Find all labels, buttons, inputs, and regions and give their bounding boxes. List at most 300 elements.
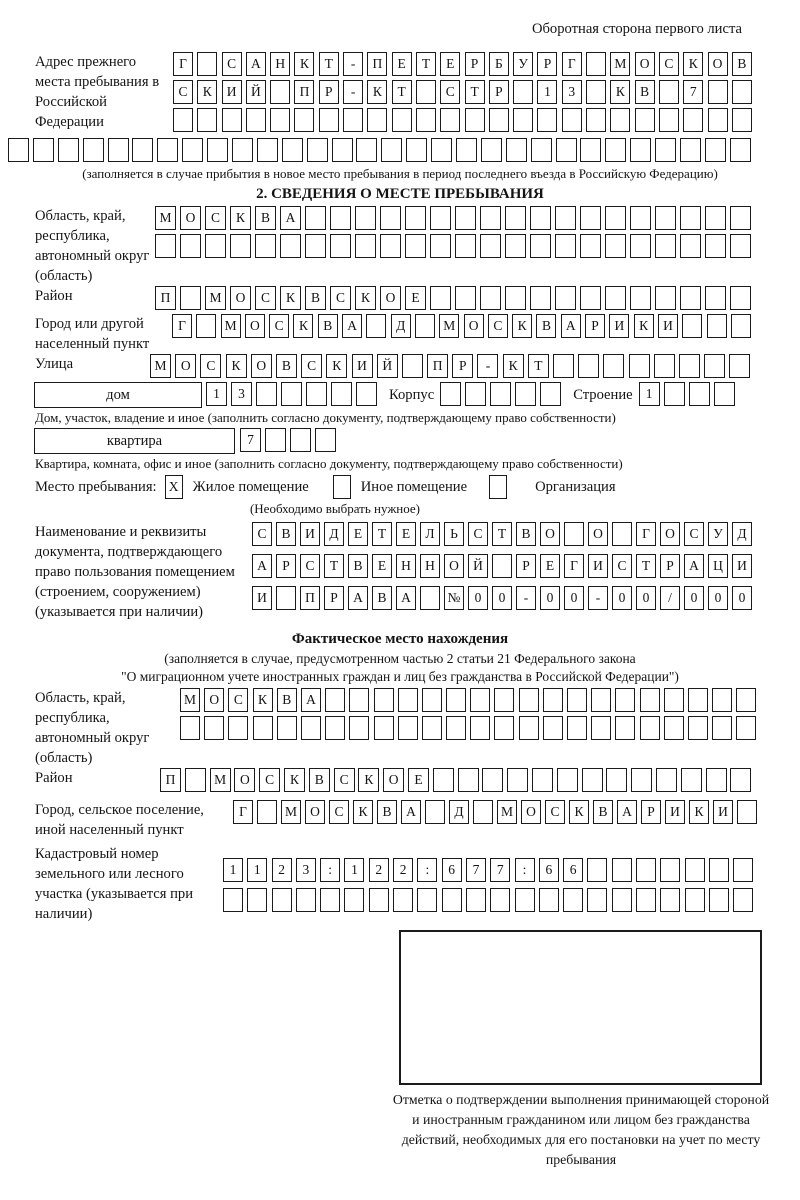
form-cell[interactable]: [605, 206, 626, 230]
form-cell[interactable]: [709, 888, 729, 912]
form-cell[interactable]: [465, 382, 486, 406]
form-cell[interactable]: К: [293, 314, 313, 338]
form-cell[interactable]: [207, 138, 228, 162]
form-cell[interactable]: С: [205, 206, 226, 230]
form-cell[interactable]: Р: [660, 554, 680, 578]
form-cell[interactable]: [272, 888, 292, 912]
form-cell[interactable]: [730, 138, 751, 162]
form-cell[interactable]: С: [252, 522, 272, 546]
form-cell[interactable]: [555, 286, 576, 310]
form-cell[interactable]: [380, 206, 401, 230]
form-cell[interactable]: [455, 286, 476, 310]
form-cell[interactable]: [482, 768, 503, 792]
form-cell[interactable]: Г: [172, 314, 192, 338]
form-cell[interactable]: Т: [528, 354, 549, 378]
form-cell[interactable]: [8, 138, 29, 162]
form-cell[interactable]: [182, 138, 203, 162]
form-cell[interactable]: П: [155, 286, 176, 310]
form-cell[interactable]: Т: [416, 52, 436, 76]
form-cell[interactable]: [732, 80, 752, 104]
form-cell[interactable]: В: [377, 800, 397, 824]
form-cell[interactable]: 0: [612, 586, 632, 610]
form-cell[interactable]: О: [230, 286, 251, 310]
form-cell[interactable]: [490, 382, 511, 406]
form-cell[interactable]: Р: [489, 80, 509, 104]
form-cell[interactable]: О: [444, 554, 464, 578]
form-cell[interactable]: [393, 888, 413, 912]
form-cell[interactable]: [636, 858, 656, 882]
form-cell[interactable]: Г: [233, 800, 253, 824]
form-cell[interactable]: А: [617, 800, 637, 824]
form-cell[interactable]: О: [540, 522, 560, 546]
form-cell[interactable]: С: [269, 314, 289, 338]
form-cell[interactable]: [655, 206, 676, 230]
form-cell[interactable]: О: [708, 52, 728, 76]
form-cell[interactable]: С: [488, 314, 508, 338]
form-cell[interactable]: [705, 234, 726, 258]
form-cell[interactable]: [256, 382, 277, 406]
form-cell[interactable]: [680, 206, 701, 230]
form-cell[interactable]: [132, 138, 153, 162]
form-cell[interactable]: [455, 234, 476, 258]
form-cell[interactable]: [222, 108, 242, 132]
form-cell[interactable]: [682, 314, 702, 338]
form-cell[interactable]: [180, 716, 200, 740]
form-cell[interactable]: В: [593, 800, 613, 824]
form-cell[interactable]: О: [175, 354, 196, 378]
form-cell[interactable]: 1: [223, 858, 243, 882]
form-cell[interactable]: [402, 354, 423, 378]
form-cell[interactable]: Р: [516, 554, 536, 578]
form-cell[interactable]: С: [259, 768, 280, 792]
form-cell[interactable]: [470, 716, 490, 740]
form-cell[interactable]: [612, 858, 632, 882]
form-cell[interactable]: Й: [468, 554, 488, 578]
form-cell[interactable]: [530, 286, 551, 310]
form-cell[interactable]: К: [353, 800, 373, 824]
form-cell[interactable]: С: [300, 554, 320, 578]
form-cell[interactable]: С: [612, 554, 632, 578]
form-cell[interactable]: 7: [466, 858, 486, 882]
form-cell[interactable]: 6: [442, 858, 462, 882]
form-cell[interactable]: И: [609, 314, 629, 338]
form-cell[interactable]: [433, 768, 454, 792]
form-cell[interactable]: П: [367, 52, 387, 76]
form-cell[interactable]: [655, 286, 676, 310]
form-cell[interactable]: [556, 138, 577, 162]
form-cell[interactable]: [197, 52, 217, 76]
form-cell[interactable]: [480, 286, 501, 310]
form-cell[interactable]: Н: [270, 52, 290, 76]
form-cell[interactable]: [280, 234, 301, 258]
form-cell[interactable]: Т: [372, 522, 392, 546]
form-cell[interactable]: 0: [684, 586, 704, 610]
form-cell[interactable]: Е: [440, 52, 460, 76]
form-cell[interactable]: К: [683, 52, 703, 76]
form-cell[interactable]: Г: [564, 554, 584, 578]
form-cell[interactable]: П: [427, 354, 448, 378]
form-cell[interactable]: [58, 138, 79, 162]
form-cell[interactable]: О: [234, 768, 255, 792]
form-cell[interactable]: А: [684, 554, 704, 578]
form-cell[interactable]: [606, 768, 627, 792]
form-cell[interactable]: [185, 768, 206, 792]
form-cell[interactable]: К: [367, 80, 387, 104]
form-cell[interactable]: О: [180, 206, 201, 230]
form-cell[interactable]: [659, 80, 679, 104]
form-cell[interactable]: [296, 888, 316, 912]
form-cell[interactable]: Й: [377, 354, 398, 378]
form-cell[interactable]: 2: [393, 858, 413, 882]
form-cell[interactable]: О: [251, 354, 272, 378]
form-cell[interactable]: [680, 234, 701, 258]
checkbox-residential[interactable]: X: [165, 475, 183, 499]
form-cell[interactable]: [374, 688, 394, 712]
form-cell[interactable]: К: [284, 768, 305, 792]
form-cell[interactable]: К: [230, 206, 251, 230]
form-cell[interactable]: Е: [405, 286, 426, 310]
form-cell[interactable]: [440, 108, 460, 132]
form-cell[interactable]: [679, 354, 700, 378]
form-cell[interactable]: [204, 716, 224, 740]
form-cell[interactable]: [325, 688, 345, 712]
form-cell[interactable]: С: [684, 522, 704, 546]
form-cell[interactable]: [505, 234, 526, 258]
form-cell[interactable]: [586, 52, 606, 76]
form-cell[interactable]: [615, 688, 635, 712]
form-cell[interactable]: [405, 234, 426, 258]
form-cell[interactable]: [635, 108, 655, 132]
form-cell[interactable]: 2: [369, 858, 389, 882]
form-cell[interactable]: [705, 206, 726, 230]
form-cell[interactable]: [367, 108, 387, 132]
form-cell[interactable]: [563, 888, 583, 912]
form-cell[interactable]: [332, 138, 353, 162]
form-cell[interactable]: П: [294, 80, 314, 104]
form-cell[interactable]: В: [318, 314, 338, 338]
form-cell[interactable]: [425, 800, 445, 824]
form-cell[interactable]: [331, 382, 352, 406]
form-cell[interactable]: [392, 108, 412, 132]
form-cell[interactable]: [157, 138, 178, 162]
form-cell[interactable]: [736, 716, 756, 740]
form-cell[interactable]: Е: [396, 522, 416, 546]
form-cell[interactable]: [681, 768, 702, 792]
form-cell[interactable]: [531, 138, 552, 162]
form-cell[interactable]: М: [281, 800, 301, 824]
form-cell[interactable]: [83, 138, 104, 162]
form-cell[interactable]: -: [343, 52, 363, 76]
form-cell[interactable]: М: [150, 354, 171, 378]
form-cell[interactable]: [489, 108, 509, 132]
form-cell[interactable]: [539, 888, 559, 912]
form-cell[interactable]: [610, 108, 630, 132]
form-cell[interactable]: В: [255, 206, 276, 230]
form-cell[interactable]: С: [173, 80, 193, 104]
form-cell[interactable]: [306, 382, 327, 406]
form-cell[interactable]: [580, 138, 601, 162]
form-cell[interactable]: [481, 138, 502, 162]
form-cell[interactable]: Е: [540, 554, 560, 578]
form-cell[interactable]: Т: [319, 52, 339, 76]
form-cell[interactable]: Р: [641, 800, 661, 824]
form-cell[interactable]: [343, 108, 363, 132]
form-cell[interactable]: [714, 382, 735, 406]
form-cell[interactable]: [513, 80, 533, 104]
form-cell[interactable]: Н: [420, 554, 440, 578]
form-cell[interactable]: О: [635, 52, 655, 76]
form-cell[interactable]: [355, 234, 376, 258]
form-cell[interactable]: М: [610, 52, 630, 76]
checkbox-organization[interactable]: [489, 475, 507, 499]
form-cell[interactable]: И: [732, 554, 752, 578]
form-cell[interactable]: [416, 108, 436, 132]
form-cell[interactable]: В: [516, 522, 536, 546]
form-cell[interactable]: [656, 768, 677, 792]
form-cell[interactable]: М: [155, 206, 176, 230]
form-cell[interactable]: [196, 314, 216, 338]
form-cell[interactable]: [513, 108, 533, 132]
form-cell[interactable]: М: [180, 688, 200, 712]
form-cell[interactable]: [730, 286, 751, 310]
form-cell[interactable]: К: [197, 80, 217, 104]
form-cell[interactable]: [730, 234, 751, 258]
form-cell[interactable]: 7: [240, 428, 261, 452]
form-cell[interactable]: -: [477, 354, 498, 378]
form-cell[interactable]: П: [160, 768, 181, 792]
form-cell[interactable]: [543, 716, 563, 740]
form-cell[interactable]: С: [329, 800, 349, 824]
form-cell[interactable]: Д: [732, 522, 752, 546]
form-cell[interactable]: С: [659, 52, 679, 76]
form-cell[interactable]: [605, 286, 626, 310]
form-cell[interactable]: [630, 286, 651, 310]
form-cell[interactable]: [281, 382, 302, 406]
form-cell[interactable]: [430, 286, 451, 310]
form-cell[interactable]: [591, 688, 611, 712]
form-cell[interactable]: [307, 138, 328, 162]
form-cell[interactable]: Ь: [444, 522, 464, 546]
form-cell[interactable]: К: [294, 52, 314, 76]
form-cell[interactable]: [228, 716, 248, 740]
form-cell[interactable]: Т: [492, 522, 512, 546]
form-cell[interactable]: [586, 80, 606, 104]
form-cell[interactable]: [605, 138, 626, 162]
form-cell[interactable]: [466, 888, 486, 912]
form-cell[interactable]: [381, 138, 402, 162]
form-cell[interactable]: В: [635, 80, 655, 104]
form-cell[interactable]: [655, 234, 676, 258]
form-cell[interactable]: [640, 688, 660, 712]
form-cell[interactable]: Р: [319, 80, 339, 104]
form-cell[interactable]: [320, 888, 340, 912]
form-cell[interactable]: Е: [392, 52, 412, 76]
form-cell[interactable]: И: [222, 80, 242, 104]
form-cell[interactable]: [582, 768, 603, 792]
form-cell[interactable]: [629, 354, 650, 378]
form-cell[interactable]: [230, 234, 251, 258]
form-cell[interactable]: [458, 768, 479, 792]
form-cell[interactable]: М: [497, 800, 517, 824]
form-cell[interactable]: [708, 108, 728, 132]
form-cell[interactable]: [712, 716, 732, 740]
form-cell[interactable]: [704, 354, 725, 378]
form-cell[interactable]: [398, 716, 418, 740]
form-cell[interactable]: К: [326, 354, 347, 378]
form-cell[interactable]: А: [342, 314, 362, 338]
form-cell[interactable]: А: [280, 206, 301, 230]
form-cell[interactable]: [422, 688, 442, 712]
form-cell[interactable]: [223, 888, 243, 912]
form-cell[interactable]: [705, 138, 726, 162]
form-cell[interactable]: [255, 234, 276, 258]
form-cell[interactable]: [265, 428, 286, 452]
form-cell[interactable]: 7: [683, 80, 703, 104]
form-cell[interactable]: [730, 768, 751, 792]
form-cell[interactable]: [507, 768, 528, 792]
form-cell[interactable]: [446, 716, 466, 740]
form-cell[interactable]: В: [732, 52, 752, 76]
form-cell[interactable]: О: [305, 800, 325, 824]
form-cell[interactable]: [537, 108, 557, 132]
form-cell[interactable]: Р: [324, 586, 344, 610]
form-cell[interactable]: [664, 688, 684, 712]
form-cell[interactable]: 0: [540, 586, 560, 610]
form-cell[interactable]: [659, 108, 679, 132]
form-cell[interactable]: [290, 428, 311, 452]
form-cell[interactable]: К: [634, 314, 654, 338]
form-cell[interactable]: О: [383, 768, 404, 792]
form-cell[interactable]: [398, 688, 418, 712]
form-cell[interactable]: [688, 716, 708, 740]
form-cell[interactable]: [232, 138, 253, 162]
form-cell[interactable]: В: [305, 286, 326, 310]
form-cell[interactable]: Ц: [708, 554, 728, 578]
form-cell[interactable]: /: [660, 586, 680, 610]
form-cell[interactable]: [369, 888, 389, 912]
form-cell[interactable]: [180, 286, 201, 310]
form-cell[interactable]: [640, 716, 660, 740]
form-cell[interactable]: Е: [408, 768, 429, 792]
form-cell[interactable]: [578, 354, 599, 378]
form-cell[interactable]: К: [226, 354, 247, 378]
form-cell[interactable]: [356, 382, 377, 406]
form-cell[interactable]: -: [588, 586, 608, 610]
form-cell[interactable]: Г: [173, 52, 193, 76]
form-cell[interactable]: [706, 768, 727, 792]
form-cell[interactable]: [685, 858, 705, 882]
form-cell[interactable]: Б: [489, 52, 509, 76]
form-cell[interactable]: [712, 688, 732, 712]
form-cell[interactable]: 3: [231, 382, 252, 406]
form-cell[interactable]: [417, 888, 437, 912]
form-cell[interactable]: [587, 888, 607, 912]
form-cell[interactable]: А: [401, 800, 421, 824]
form-cell[interactable]: А: [301, 688, 321, 712]
form-cell[interactable]: [587, 858, 607, 882]
form-cell[interactable]: О: [245, 314, 265, 338]
form-cell[interactable]: -: [516, 586, 536, 610]
form-cell[interactable]: 7: [490, 858, 510, 882]
form-cell[interactable]: -: [343, 80, 363, 104]
form-cell[interactable]: [356, 138, 377, 162]
form-cell[interactable]: О: [588, 522, 608, 546]
form-cell[interactable]: [553, 354, 574, 378]
form-cell[interactable]: Е: [348, 522, 368, 546]
form-cell[interactable]: [330, 234, 351, 258]
form-cell[interactable]: Р: [276, 554, 296, 578]
form-cell[interactable]: [465, 108, 485, 132]
form-cell[interactable]: [277, 716, 297, 740]
form-cell[interactable]: Т: [392, 80, 412, 104]
form-cell[interactable]: 0: [492, 586, 512, 610]
form-cell[interactable]: Д: [391, 314, 411, 338]
form-cell[interactable]: 6: [539, 858, 559, 882]
form-cell[interactable]: И: [300, 522, 320, 546]
form-cell[interactable]: Н: [396, 554, 416, 578]
form-cell[interactable]: №: [444, 586, 464, 610]
form-cell[interactable]: [374, 716, 394, 740]
form-cell[interactable]: [257, 800, 277, 824]
form-cell[interactable]: [655, 138, 676, 162]
form-cell[interactable]: [480, 234, 501, 258]
form-cell[interactable]: С: [228, 688, 248, 712]
form-cell[interactable]: И: [588, 554, 608, 578]
form-cell[interactable]: [344, 888, 364, 912]
form-cell[interactable]: [422, 716, 442, 740]
form-cell[interactable]: [270, 108, 290, 132]
form-cell[interactable]: 0: [732, 586, 752, 610]
form-cell[interactable]: [532, 768, 553, 792]
form-cell[interactable]: В: [348, 554, 368, 578]
form-cell[interactable]: А: [246, 52, 266, 76]
form-cell[interactable]: Л: [420, 522, 440, 546]
form-cell[interactable]: В: [276, 522, 296, 546]
form-cell[interactable]: С: [200, 354, 221, 378]
form-cell[interactable]: [707, 314, 727, 338]
form-cell[interactable]: Р: [465, 52, 485, 76]
form-cell[interactable]: 3: [562, 80, 582, 104]
form-cell[interactable]: С: [330, 286, 351, 310]
form-cell[interactable]: К: [503, 354, 524, 378]
form-cell[interactable]: [480, 206, 501, 230]
form-cell[interactable]: [446, 688, 466, 712]
form-cell[interactable]: У: [513, 52, 533, 76]
form-cell[interactable]: [630, 234, 651, 258]
form-cell[interactable]: С: [468, 522, 488, 546]
form-cell[interactable]: [492, 554, 512, 578]
form-cell[interactable]: К: [689, 800, 709, 824]
form-cell[interactable]: А: [348, 586, 368, 610]
form-cell[interactable]: О: [380, 286, 401, 310]
form-cell[interactable]: [180, 234, 201, 258]
form-cell[interactable]: [456, 138, 477, 162]
form-cell[interactable]: [660, 888, 680, 912]
form-cell[interactable]: Р: [452, 354, 473, 378]
form-cell[interactable]: И: [658, 314, 678, 338]
form-cell[interactable]: [530, 234, 551, 258]
form-cell[interactable]: П: [300, 586, 320, 610]
form-cell[interactable]: [305, 206, 326, 230]
form-cell[interactable]: [664, 382, 685, 406]
form-cell[interactable]: [557, 768, 578, 792]
form-cell[interactable]: [205, 234, 226, 258]
form-cell[interactable]: [473, 800, 493, 824]
form-cell[interactable]: В: [277, 688, 297, 712]
form-cell[interactable]: [305, 234, 326, 258]
form-cell[interactable]: [709, 858, 729, 882]
form-cell[interactable]: [603, 354, 624, 378]
